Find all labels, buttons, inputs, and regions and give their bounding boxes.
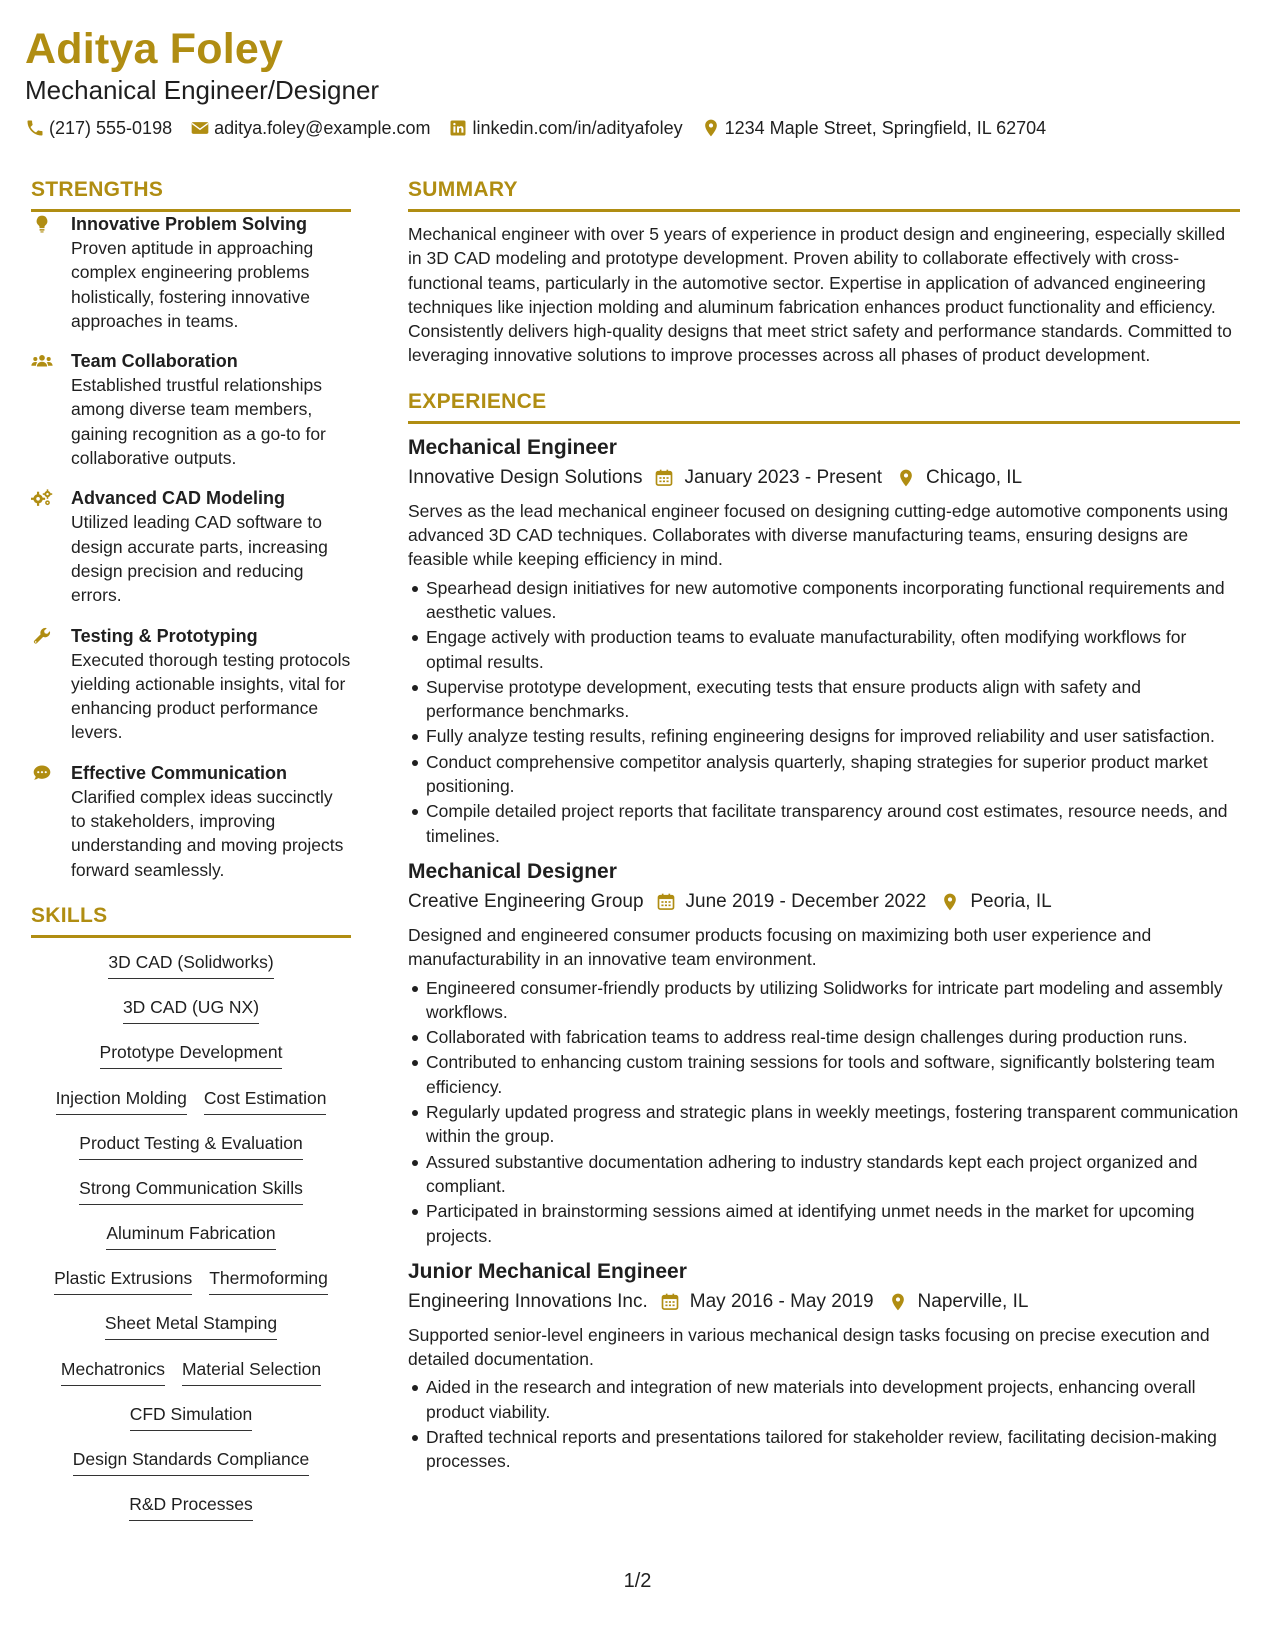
skill-tag: Prototype Development bbox=[100, 1040, 283, 1069]
right-column bbox=[408, 176, 1240, 1475]
list-item: Regularly updated progress and strategic plans in weekly meetings, fostering transparent communication within the group. bbox=[426, 1100, 1240, 1149]
skill-tag: Cost Estimation bbox=[204, 1086, 327, 1115]
job-company: Creative Engineering Group bbox=[408, 890, 644, 912]
list-item: Compile detailed project reports that facilitate transparency around cost estimates, resource needs, and timelines. bbox=[426, 799, 1240, 848]
job-title: Mechanical Designer bbox=[408, 859, 617, 883]
skill-tag: Thermoforming bbox=[209, 1266, 328, 1295]
candidate-job-title: Mechanical Engineer/Designer bbox=[25, 75, 380, 105]
contact-phone[interactable] bbox=[25, 116, 172, 140]
skill-tag: CFD Simulation bbox=[130, 1402, 253, 1431]
job-location: Naperville, IL bbox=[917, 1290, 1029, 1312]
skill-tag: Sheet Metal Stamping bbox=[105, 1311, 277, 1340]
contact-linkedin-text: linkedin.com/in/adityafoley bbox=[472, 118, 683, 138]
summary-section bbox=[408, 176, 1240, 368]
wrench-icon bbox=[31, 626, 55, 646]
job-bullets bbox=[408, 576, 1240, 848]
left-column bbox=[31, 176, 351, 1537]
skill-tag: 3D CAD (UG NX) bbox=[123, 995, 259, 1024]
comment-icon bbox=[31, 763, 55, 783]
page-number: 1/2 bbox=[623, 1570, 652, 1592]
skills-list bbox=[31, 950, 351, 1537]
strength-item bbox=[31, 624, 351, 745]
list-item: Spearhead design initiatives for new automotive components incorporating functional requirements and aesthetic values. bbox=[426, 576, 1240, 625]
candidate-name: Aditya Foley bbox=[25, 25, 284, 73]
strength-title: Innovative Problem Solving bbox=[71, 214, 308, 234]
summary-text: Mechanical engineer with over 5 years of experience in product design and engineering, especially skilled in 3D CAD modeling and prototype development. Proven ability to collaborate effectively with cross-functional teams, particularly in the automotive sector. Expertise in application of advanced engineering techniques like injection molding and aluminum fabrication enhances product functionality and efficiency. Consistently delivers high-quality designs that meet strict safety and performance standards. Committed to leveraging innovative solutions to improve processes across all phases of product development. bbox=[408, 224, 1232, 366]
skill-tag: Strong Communication Skills bbox=[79, 1176, 303, 1205]
linkedin-icon bbox=[448, 118, 468, 138]
skills-section bbox=[31, 902, 351, 1537]
contact-linkedin[interactable] bbox=[448, 116, 682, 140]
list-item: Engineered consumer-friendly products by utilizing Solidworks for intricate part modeling and assembly workflows. bbox=[426, 976, 1240, 1025]
job-company: Engineering Innovations Inc. bbox=[408, 1290, 648, 1312]
job-location: Peoria, IL bbox=[970, 890, 1052, 912]
list-item: Assured substantive documentation adhering to industry standards kept each project organized and compliant. bbox=[426, 1150, 1240, 1199]
job-description: Serves as the lead mechanical engineer focused on designing cutting-edge automotive components using advanced 3D CAD techniques. Collaborates with diverse manufacturing teams, ensuring designs are feasible while keeping efficiency in mind. bbox=[408, 500, 1229, 570]
skills-heading: SKILLS bbox=[31, 903, 108, 927]
envelope-icon bbox=[190, 118, 210, 138]
job-dates: January 2023 - Present bbox=[684, 466, 882, 488]
strengths-heading: STRENGTHS bbox=[31, 178, 164, 201]
skill-tag: Design Standards Compliance bbox=[73, 1447, 309, 1476]
list-item: Collaborated with fabrication teams to address real-time design challenges during production runs. bbox=[426, 1025, 1240, 1049]
contact-email-text: aditya.foley@example.com bbox=[214, 118, 431, 138]
skill-tag: Mechatronics bbox=[61, 1357, 165, 1386]
list-item: Drafted technical reports and presentations tailored for stakeholder review, facilitating decision-making processes. bbox=[426, 1425, 1240, 1474]
job-description: Supported senior-level engineers in various mechanical design tasks focusing on precise execution and detailed documentation. bbox=[408, 1324, 1210, 1370]
skill-tag: R&D Processes bbox=[129, 1492, 253, 1521]
job-entry bbox=[408, 1258, 1240, 1474]
strengths-section bbox=[31, 176, 351, 882]
list-item: Conduct comprehensive competitor analysis quarterly, shaping strategies for superior product market positioning. bbox=[426, 750, 1240, 799]
skill-tag: Plastic Extrusions bbox=[54, 1266, 192, 1295]
calendar-icon bbox=[656, 892, 676, 912]
strength-item bbox=[31, 212, 351, 333]
strength-title: Advanced CAD Modeling bbox=[71, 488, 286, 509]
list-item: Contributed to enhancing custom training sessions for tools and software, significantly bolstering team efficiency. bbox=[426, 1050, 1240, 1099]
map-pin-icon bbox=[896, 468, 916, 488]
strength-item bbox=[31, 349, 351, 470]
users-icon bbox=[31, 351, 55, 371]
strength-title: Effective Communication bbox=[71, 762, 288, 783]
resume-header bbox=[25, 24, 1255, 140]
job-entry bbox=[408, 434, 1240, 848]
strength-description: Executed thorough testing protocols yielding actionable insights, vital for enhancing product performance levers. bbox=[71, 649, 351, 743]
contact-bar bbox=[25, 116, 1255, 140]
strength-title: Testing & Prototyping bbox=[71, 625, 258, 646]
map-pin-icon bbox=[888, 1292, 908, 1312]
experience-section bbox=[408, 388, 1240, 1474]
job-location: Chicago, IL bbox=[926, 466, 1023, 488]
skill-tag: Injection Molding bbox=[56, 1086, 187, 1115]
calendar-icon bbox=[654, 468, 674, 488]
lightbulb-icon bbox=[31, 214, 55, 234]
map-pin-icon bbox=[940, 892, 960, 912]
job-description: Designed and engineered consumer products focusing on maximizing both user experience and manufacturability in an innovative team environment. bbox=[408, 924, 1152, 970]
strength-item bbox=[31, 486, 351, 607]
contact-address bbox=[701, 116, 1047, 140]
job-bullets bbox=[408, 976, 1240, 1248]
list-item: Fully analyze testing results, refining engineering designs for improved reliability and user satisfaction. bbox=[426, 724, 1240, 748]
list-item: Engage actively with production teams to evaluate manufacturability, often modifying workflows for optimal results. bbox=[426, 625, 1240, 674]
gears-icon bbox=[31, 488, 55, 508]
skill-tag: Product Testing & Evaluation bbox=[79, 1131, 302, 1160]
list-item: Supervise prototype development, executing tests that ensure products align with safety and performance benchmarks. bbox=[426, 675, 1240, 724]
map-pin-icon bbox=[701, 118, 721, 138]
contact-address-text: 1234 Maple Street, Springfield, IL 62704 bbox=[724, 118, 1047, 138]
job-meta bbox=[408, 463, 1240, 493]
contact-email[interactable] bbox=[190, 116, 430, 140]
experience-heading: EXPERIENCE bbox=[408, 389, 547, 413]
job-meta bbox=[408, 1287, 1240, 1317]
strength-title: Team Collaboration bbox=[71, 351, 238, 372]
strength-item bbox=[31, 761, 351, 882]
job-title: Junior Mechanical Engineer bbox=[408, 1259, 687, 1283]
calendar-icon bbox=[660, 1292, 680, 1312]
summary-heading: SUMMARY bbox=[408, 178, 518, 201]
strength-description: Utilized leading CAD software to design accurate parts, increasing design precision and reducing errors. bbox=[71, 512, 328, 606]
skill-tag: 3D CAD (Solidworks) bbox=[108, 950, 273, 979]
job-meta bbox=[408, 887, 1240, 917]
strength-description: Established trustful relationships among diverse team members, gaining recognition as a go-to for collaborative outputs. bbox=[71, 375, 326, 469]
summary-divider bbox=[408, 209, 1240, 212]
job-bullets bbox=[408, 1375, 1240, 1473]
job-dates: May 2016 - May 2019 bbox=[689, 1290, 874, 1312]
job-company: Innovative Design Solutions bbox=[408, 466, 643, 488]
phone-icon bbox=[25, 118, 45, 138]
contact-phone-text: (217) 555-0198 bbox=[49, 118, 173, 138]
strength-description: Clarified complex ideas succinctly to stakeholders, improving understanding and moving projects forward seamlessly. bbox=[71, 786, 344, 880]
list-item: Aided in the research and integration of new materials into development projects, enhancing overall product viability. bbox=[426, 1375, 1240, 1424]
skill-tag: Material Selection bbox=[182, 1357, 321, 1386]
job-title: Mechanical Engineer bbox=[408, 435, 617, 459]
job-dates: June 2019 - December 2022 bbox=[685, 890, 927, 912]
experience-divider bbox=[408, 421, 1240, 424]
strength-description: Proven aptitude in approaching complex engineering problems holistically, fostering innovative approaches in teams. bbox=[71, 238, 314, 331]
job-entry bbox=[408, 858, 1240, 1248]
skill-tag: Aluminum Fabrication bbox=[106, 1221, 275, 1250]
skills-divider bbox=[31, 935, 351, 938]
list-item: Participated in brainstorming sessions aimed at identifying unmet needs in the market for upcoming projects. bbox=[426, 1199, 1240, 1248]
